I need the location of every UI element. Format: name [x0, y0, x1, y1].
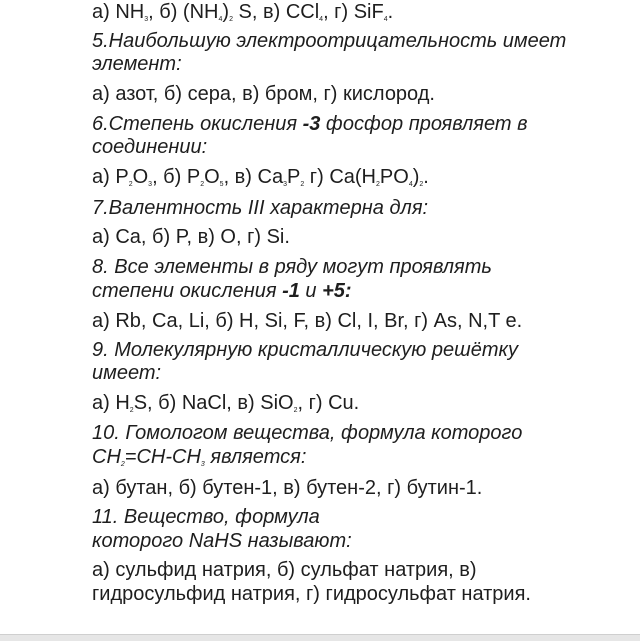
subscript: 2	[200, 181, 205, 188]
bold-value: +5:	[322, 280, 352, 302]
text-run: соединении:	[92, 136, 208, 158]
question-6-line-1	[92, 112, 528, 136]
bold-value: -3	[302, 113, 321, 135]
question-5-line-2	[92, 52, 182, 76]
subscript: 2	[419, 181, 424, 188]
text-run: а) азот, б) сера, в) бром, г) кислород.	[92, 83, 435, 105]
text-run: )	[412, 166, 420, 188]
bold-value: -1	[282, 280, 300, 302]
answer-line-10	[92, 476, 482, 500]
text-run: а) Ca, б) P, в) O, г) Si.	[92, 226, 290, 248]
subscript: 2	[120, 461, 125, 468]
question-11-line-2	[92, 529, 352, 553]
text-run: 11. Вещество, формула	[92, 506, 320, 528]
subscript: 5	[219, 181, 224, 188]
question-9-line-2	[92, 361, 161, 385]
text-run: , г) Cu.	[297, 392, 360, 414]
answer-line-6	[92, 165, 429, 189]
question-5-line-1	[92, 29, 566, 53]
subscript: 3	[148, 181, 153, 188]
text-run: , г) SiF	[323, 1, 384, 23]
text-run: , б) (NH	[148, 1, 219, 23]
text-run: 8. Все элементы в ряду могут проявлять	[92, 256, 492, 278]
text-run: а) H	[92, 392, 130, 414]
text-run: а) Rb, Ca, Li, б) H, Si, F, в) Cl, I, Br, г) As, N,T е.	[92, 310, 523, 332]
text-run: которого NaHS называют:	[92, 530, 352, 552]
text-run: O	[204, 166, 220, 188]
answer-line-4	[92, 0, 393, 24]
text-run: .	[423, 166, 429, 188]
text-run: , б) P	[152, 166, 201, 188]
question-7	[92, 196, 428, 220]
text-run: а) сульфид натрия, б) сульфат натрия, в)	[92, 559, 477, 581]
answer-line-9	[92, 391, 359, 415]
text-run: а) NH	[92, 1, 145, 23]
text-run: г) Ca(H	[304, 166, 376, 188]
text-run: гидросульфид натрия, г) гидросульфат натрия.	[92, 583, 531, 605]
question-9-line-1	[92, 338, 518, 362]
text-run: 5.Наибольшую электроотрицательность имеет	[92, 30, 567, 52]
text-run: S, в) CCl	[232, 1, 320, 23]
text-run: =CH-CH	[124, 446, 201, 468]
text-run: степени окисления	[92, 280, 283, 302]
text-run: элемент:	[92, 53, 182, 75]
subscript: 4	[218, 16, 223, 23]
question-11-line-1	[92, 505, 320, 529]
subscript: 2	[300, 181, 305, 188]
answer-line-8	[92, 309, 522, 333]
text-run: а) бутан, б) бутен-1, в) бутен-2, г) бутин-1.	[92, 477, 483, 499]
text-run: P	[287, 166, 301, 188]
question-8-line-1	[92, 255, 492, 279]
subscript: 3	[144, 16, 149, 23]
text-run: 7.Валентность III характерна для:	[92, 197, 429, 219]
text-run: 10. Гомологом вещества, формула которого	[92, 422, 523, 444]
text-run: 6.Степень окисления	[92, 113, 303, 135]
text-run: и	[299, 280, 323, 302]
answer-line-7	[92, 225, 290, 249]
subscript: 4	[383, 16, 388, 23]
text-run: CH	[92, 446, 121, 468]
text-run: 9. Молекулярную кристаллическую решётку	[92, 339, 518, 361]
text-run: O	[132, 166, 149, 188]
text-run: является:	[204, 446, 307, 468]
question-8-line-2	[92, 279, 352, 303]
subscript: 4	[408, 181, 413, 188]
text-run: , в) Ca	[223, 166, 284, 188]
text-run: фосфор проявляет в	[320, 113, 528, 135]
subscript: 4	[319, 16, 324, 23]
subscript: 2	[293, 407, 298, 414]
answer-line-11-part-2	[92, 582, 531, 606]
question-6-line-2	[92, 135, 207, 159]
subscript: 2	[129, 407, 134, 414]
text-run: а) P	[92, 166, 129, 188]
subscript: 2	[229, 16, 233, 23]
text-run: S, б) NaCl, в) SiO	[133, 392, 294, 414]
answer-line-5	[92, 82, 435, 106]
subscript: 3	[283, 181, 287, 188]
question-10-line-2	[92, 445, 306, 469]
question-10-line-1	[92, 421, 522, 445]
text-run: )	[222, 1, 230, 23]
text-run: имеет:	[92, 362, 162, 384]
text-run: .	[387, 1, 394, 23]
subscript: 2	[376, 181, 380, 188]
answer-line-11-part-1	[92, 558, 477, 582]
subscript: 3	[200, 461, 205, 468]
text-run: PO	[379, 166, 409, 188]
subscript: 2	[128, 181, 133, 188]
